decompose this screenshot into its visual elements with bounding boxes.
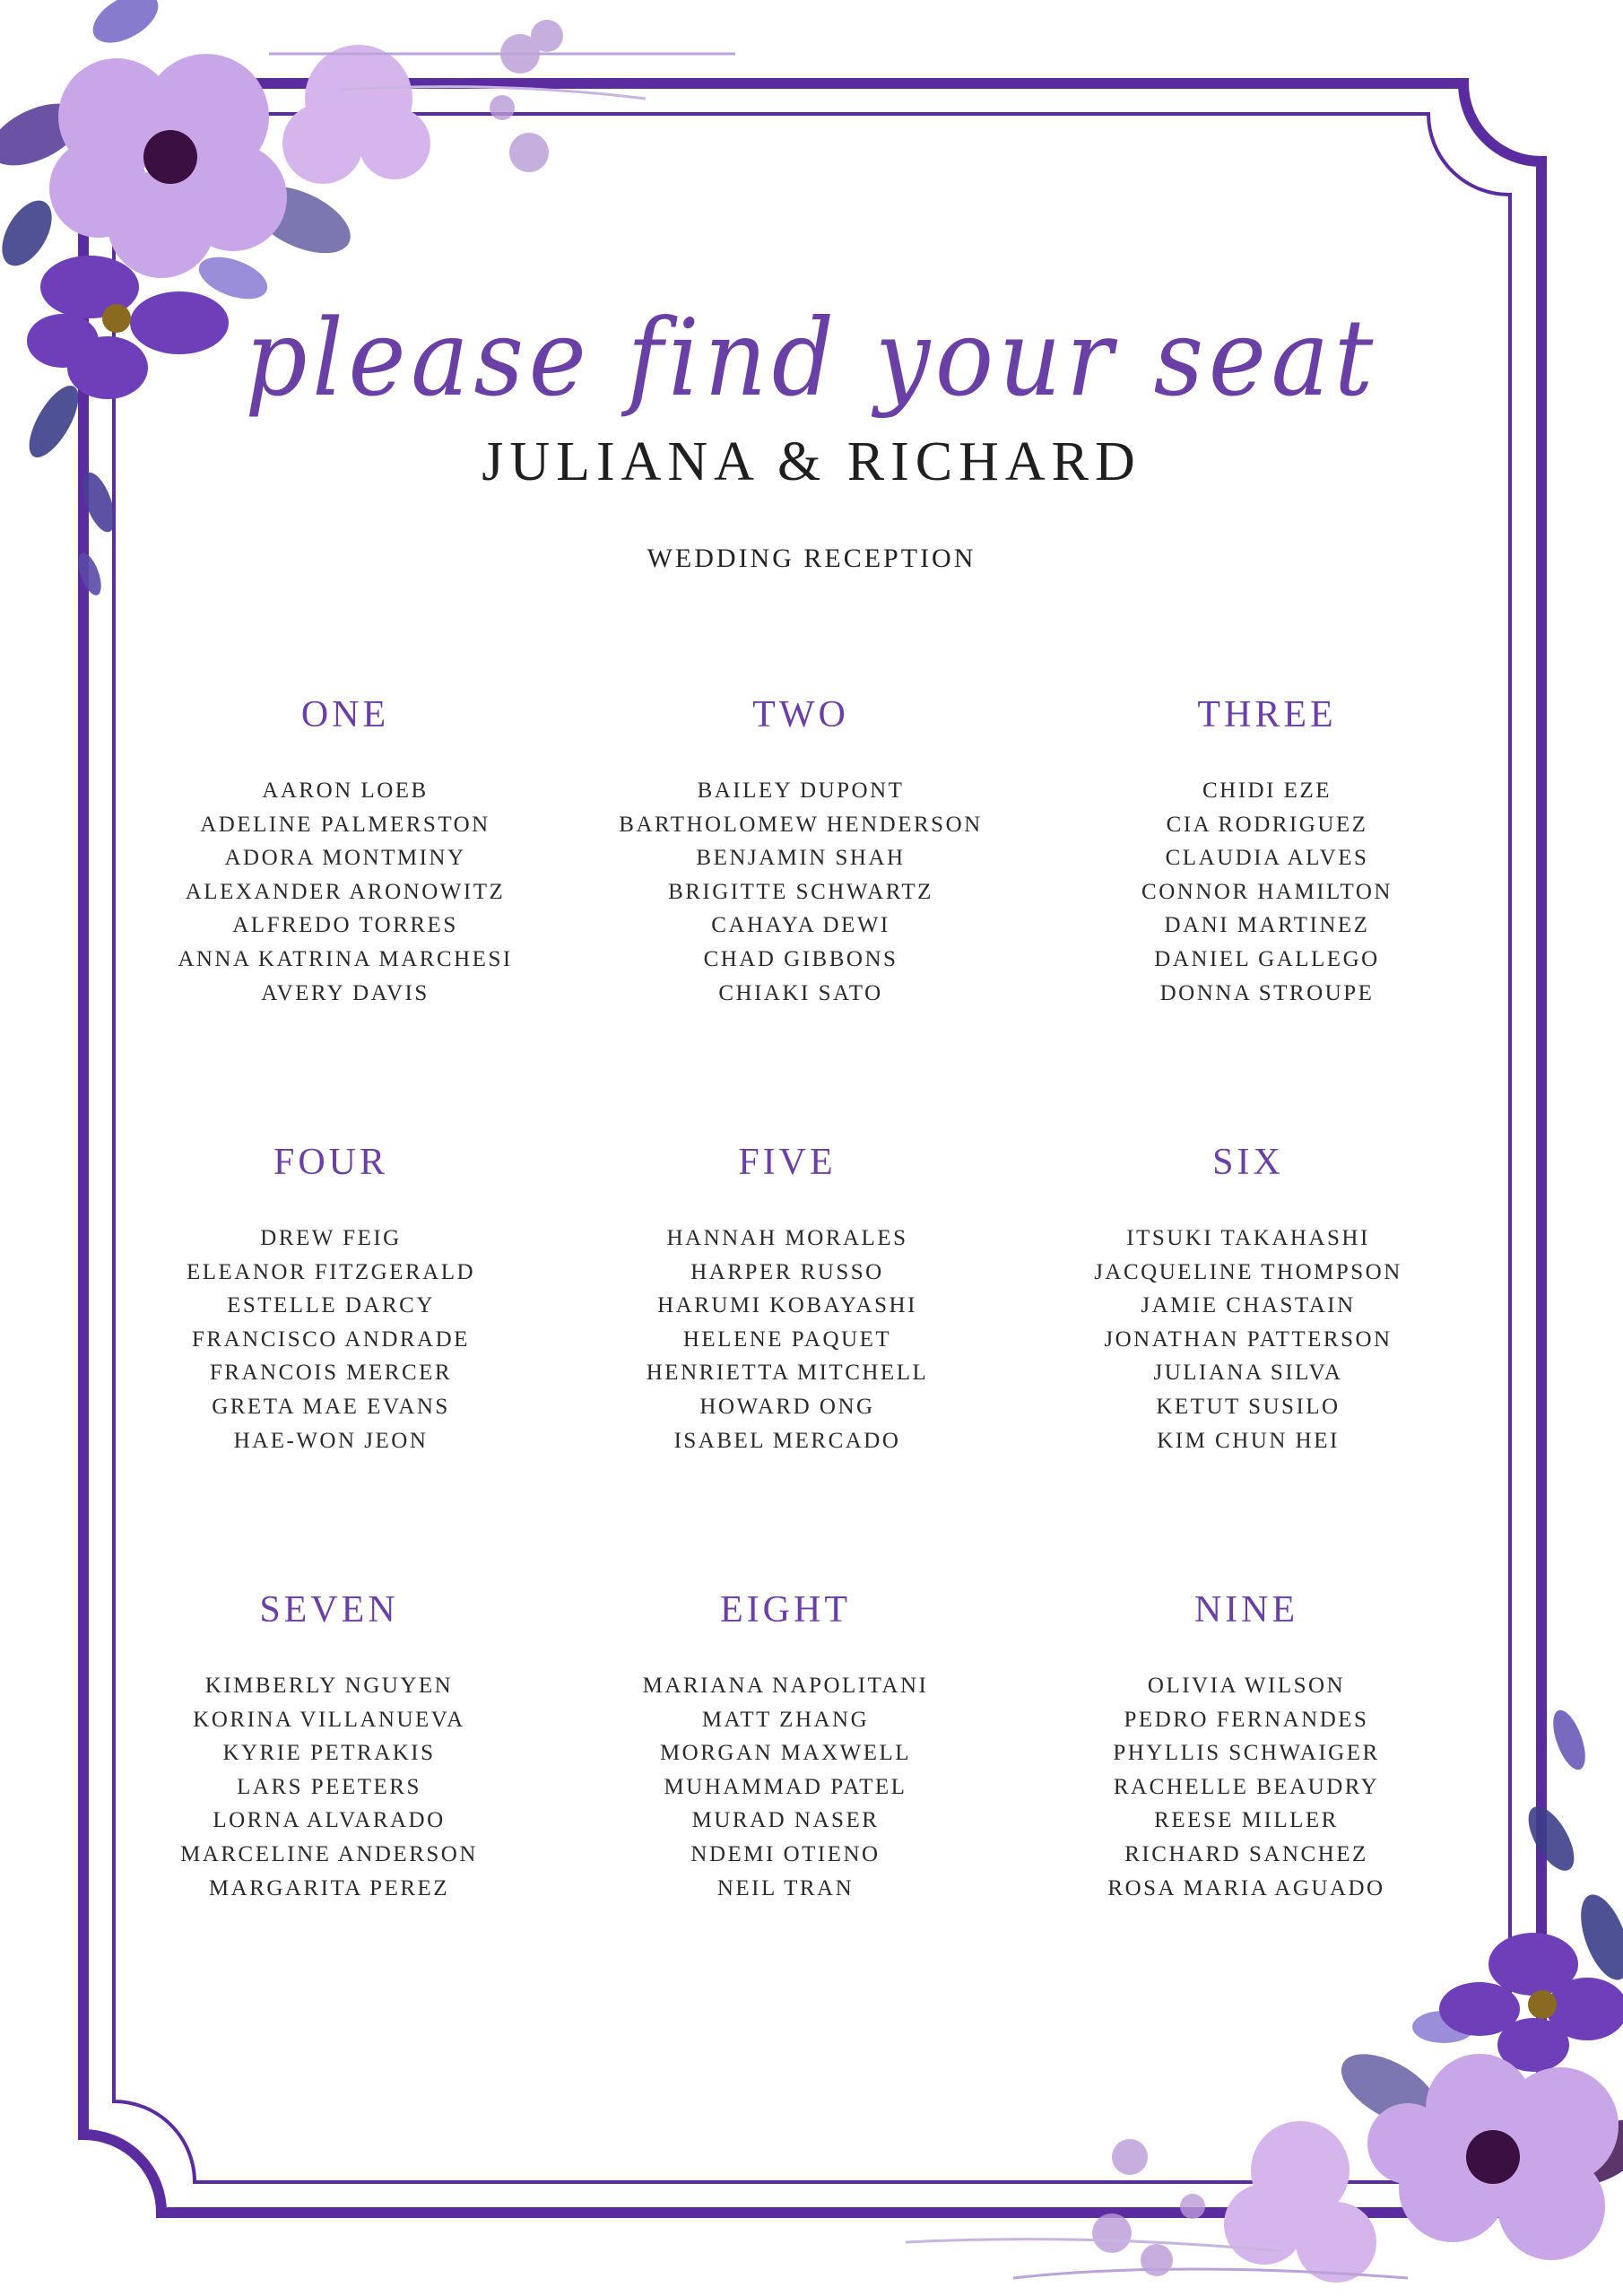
guest-name: DANI MARTINEZ xyxy=(1164,913,1370,938)
table-group xyxy=(554,1135,1020,1457)
guest-name: MARGARITA PEREZ xyxy=(208,1875,450,1900)
guest-name: CHAD GIBBONS xyxy=(703,946,898,971)
table-name: THREE xyxy=(1197,694,1337,735)
table-name: FIVE xyxy=(738,1142,837,1183)
guest-name: PHYLLIS SCHWAIGER xyxy=(1113,1741,1380,1766)
guest-name: CHIDI EZE xyxy=(1202,778,1332,803)
guest-name: HANNAH MORALES xyxy=(666,1226,908,1250)
guest-name: LARS PEETERS xyxy=(237,1774,421,1799)
table-group xyxy=(1034,688,1500,1010)
table-group xyxy=(1013,1583,1480,1905)
table-name: NINE xyxy=(1193,1589,1299,1631)
guest-name: FRANCISCO ANDRADE xyxy=(192,1326,470,1352)
guest-name: REESE MILLER xyxy=(1154,1808,1339,1833)
table-group xyxy=(568,688,1034,1010)
table-name: SIX xyxy=(1212,1142,1284,1183)
guest-name: BARTHOLOMEW HENDERSON xyxy=(619,812,983,837)
guest-list xyxy=(554,1222,1020,1457)
guest-list xyxy=(96,1669,562,1905)
guest-name: KYRIE PETRAKIS xyxy=(222,1741,436,1766)
table-group xyxy=(96,1583,562,1905)
guest-list xyxy=(112,774,578,1010)
guest-name: HENRIETTA MITCHELL xyxy=(646,1361,929,1386)
guest-name: HARUMI KOBAYASHI xyxy=(657,1293,917,1318)
guest-name: MUHAMMAD PATEL xyxy=(664,1774,907,1799)
guest-name: ITSUKI TAKAHASHI xyxy=(1126,1226,1370,1250)
guest-name: MARCELINE ANDERSON xyxy=(180,1841,478,1866)
guest-name: CONNOR HAMILTON xyxy=(1141,879,1393,904)
guest-name: RACHELLE BEAUDRY xyxy=(1113,1774,1380,1799)
table-group xyxy=(112,688,578,1010)
guest-name: JACQUELINE THOMPSON xyxy=(1094,1259,1402,1284)
table-name: FOUR xyxy=(273,1142,389,1183)
table-name: SEVEN xyxy=(259,1589,399,1631)
guest-name: MORGAN MAXWELL xyxy=(659,1741,912,1766)
guest-name: KETUT SUSILO xyxy=(1156,1394,1341,1419)
guest-name: DONNA STROUPE xyxy=(1159,980,1375,1005)
guest-name: ADORA MONTMINY xyxy=(224,846,466,871)
guest-list xyxy=(1034,774,1500,1010)
guest-name: JAMIE CHASTAIN xyxy=(1141,1293,1356,1318)
guest-name: ESTELLE DARCY xyxy=(227,1293,435,1318)
guest-name: KIM CHUN HEI xyxy=(1157,1428,1340,1453)
table-group xyxy=(1015,1135,1481,1457)
guest-name: MARIANA NAPOLITANI xyxy=(642,1674,929,1698)
table-name: ONE xyxy=(300,694,390,735)
guest-name: KORINA VILLANUEVA xyxy=(193,1707,465,1732)
guest-name: HELENE PAQUET xyxy=(682,1326,892,1352)
guest-name: CIA RODRIGUEZ xyxy=(1166,812,1368,837)
guest-name: GRETA MAE EVANS xyxy=(212,1394,450,1419)
guest-list xyxy=(98,1222,564,1457)
event-subtitle: WEDDING RECEPTION xyxy=(647,544,976,573)
guest-list xyxy=(568,774,1034,1010)
guest-name: ISABEL MERCADO xyxy=(673,1428,901,1453)
guest-name: KIMBERLY NGUYEN xyxy=(204,1674,454,1698)
guest-name: ANNA KATRINA MARCHESI xyxy=(178,946,513,971)
guest-name: BENJAMIN SHAH xyxy=(696,846,906,871)
script-title: please find your seat xyxy=(245,296,1378,420)
guest-name: HARPER RUSSO xyxy=(690,1259,884,1284)
table-group xyxy=(552,1583,1019,1905)
guest-name: ROSA MARIA AGUADO xyxy=(1107,1875,1385,1900)
guest-name: CLAUDIA ALVES xyxy=(1165,846,1369,871)
guest-list xyxy=(552,1669,1019,1905)
guest-name: AVERY DAVIS xyxy=(261,980,430,1005)
guest-name: OLIVIA WILSON xyxy=(1147,1674,1346,1698)
couple-names: JULIANA & RICHARD xyxy=(482,431,1141,492)
guest-name: ALEXANDER ARONOWITZ xyxy=(185,879,506,904)
guest-name: DANIEL GALLEGO xyxy=(1154,946,1380,971)
guest-name: CAHAYA DEWI xyxy=(711,913,890,938)
guest-name: PEDRO FERNANDES xyxy=(1124,1707,1369,1732)
guest-name: LORNA ALVARADO xyxy=(213,1808,446,1833)
guest-name: JONATHAN PATTERSON xyxy=(1104,1326,1393,1352)
guest-name: HAE-WON JEON xyxy=(233,1428,429,1453)
guest-name: ALFREDO TORRES xyxy=(232,913,458,938)
table-group xyxy=(98,1135,564,1457)
guest-list xyxy=(1013,1669,1480,1905)
guest-name: FRANCOIS MERCER xyxy=(209,1361,453,1386)
guest-name: AARON LOEB xyxy=(262,778,429,803)
guest-list xyxy=(1015,1222,1481,1457)
guest-name: ELEANOR FITZGERALD xyxy=(186,1259,476,1284)
guest-name: JULIANA SILVA xyxy=(1153,1361,1343,1386)
guest-name: NDEMI OTIENO xyxy=(690,1841,881,1866)
guest-name: MURAD NASER xyxy=(691,1808,880,1833)
table-name: EIGHT xyxy=(720,1589,851,1631)
guest-name: BAILEY DUPONT xyxy=(697,778,905,803)
guest-name: CHIAKI SATO xyxy=(718,980,883,1005)
guest-name: NEIL TRAN xyxy=(716,1875,855,1900)
guest-name: DREW FEIG xyxy=(260,1226,402,1250)
guest-name: ADELINE PALMERSTON xyxy=(200,812,490,837)
table-name: TWO xyxy=(752,694,849,735)
guest-name: RICHARD SANCHEZ xyxy=(1124,1841,1368,1866)
guest-name: MATT ZHANG xyxy=(701,1707,870,1732)
guest-name: HOWARD ONG xyxy=(699,1394,875,1419)
guest-name: BRIGITTE SCHWARTZ xyxy=(668,879,933,904)
